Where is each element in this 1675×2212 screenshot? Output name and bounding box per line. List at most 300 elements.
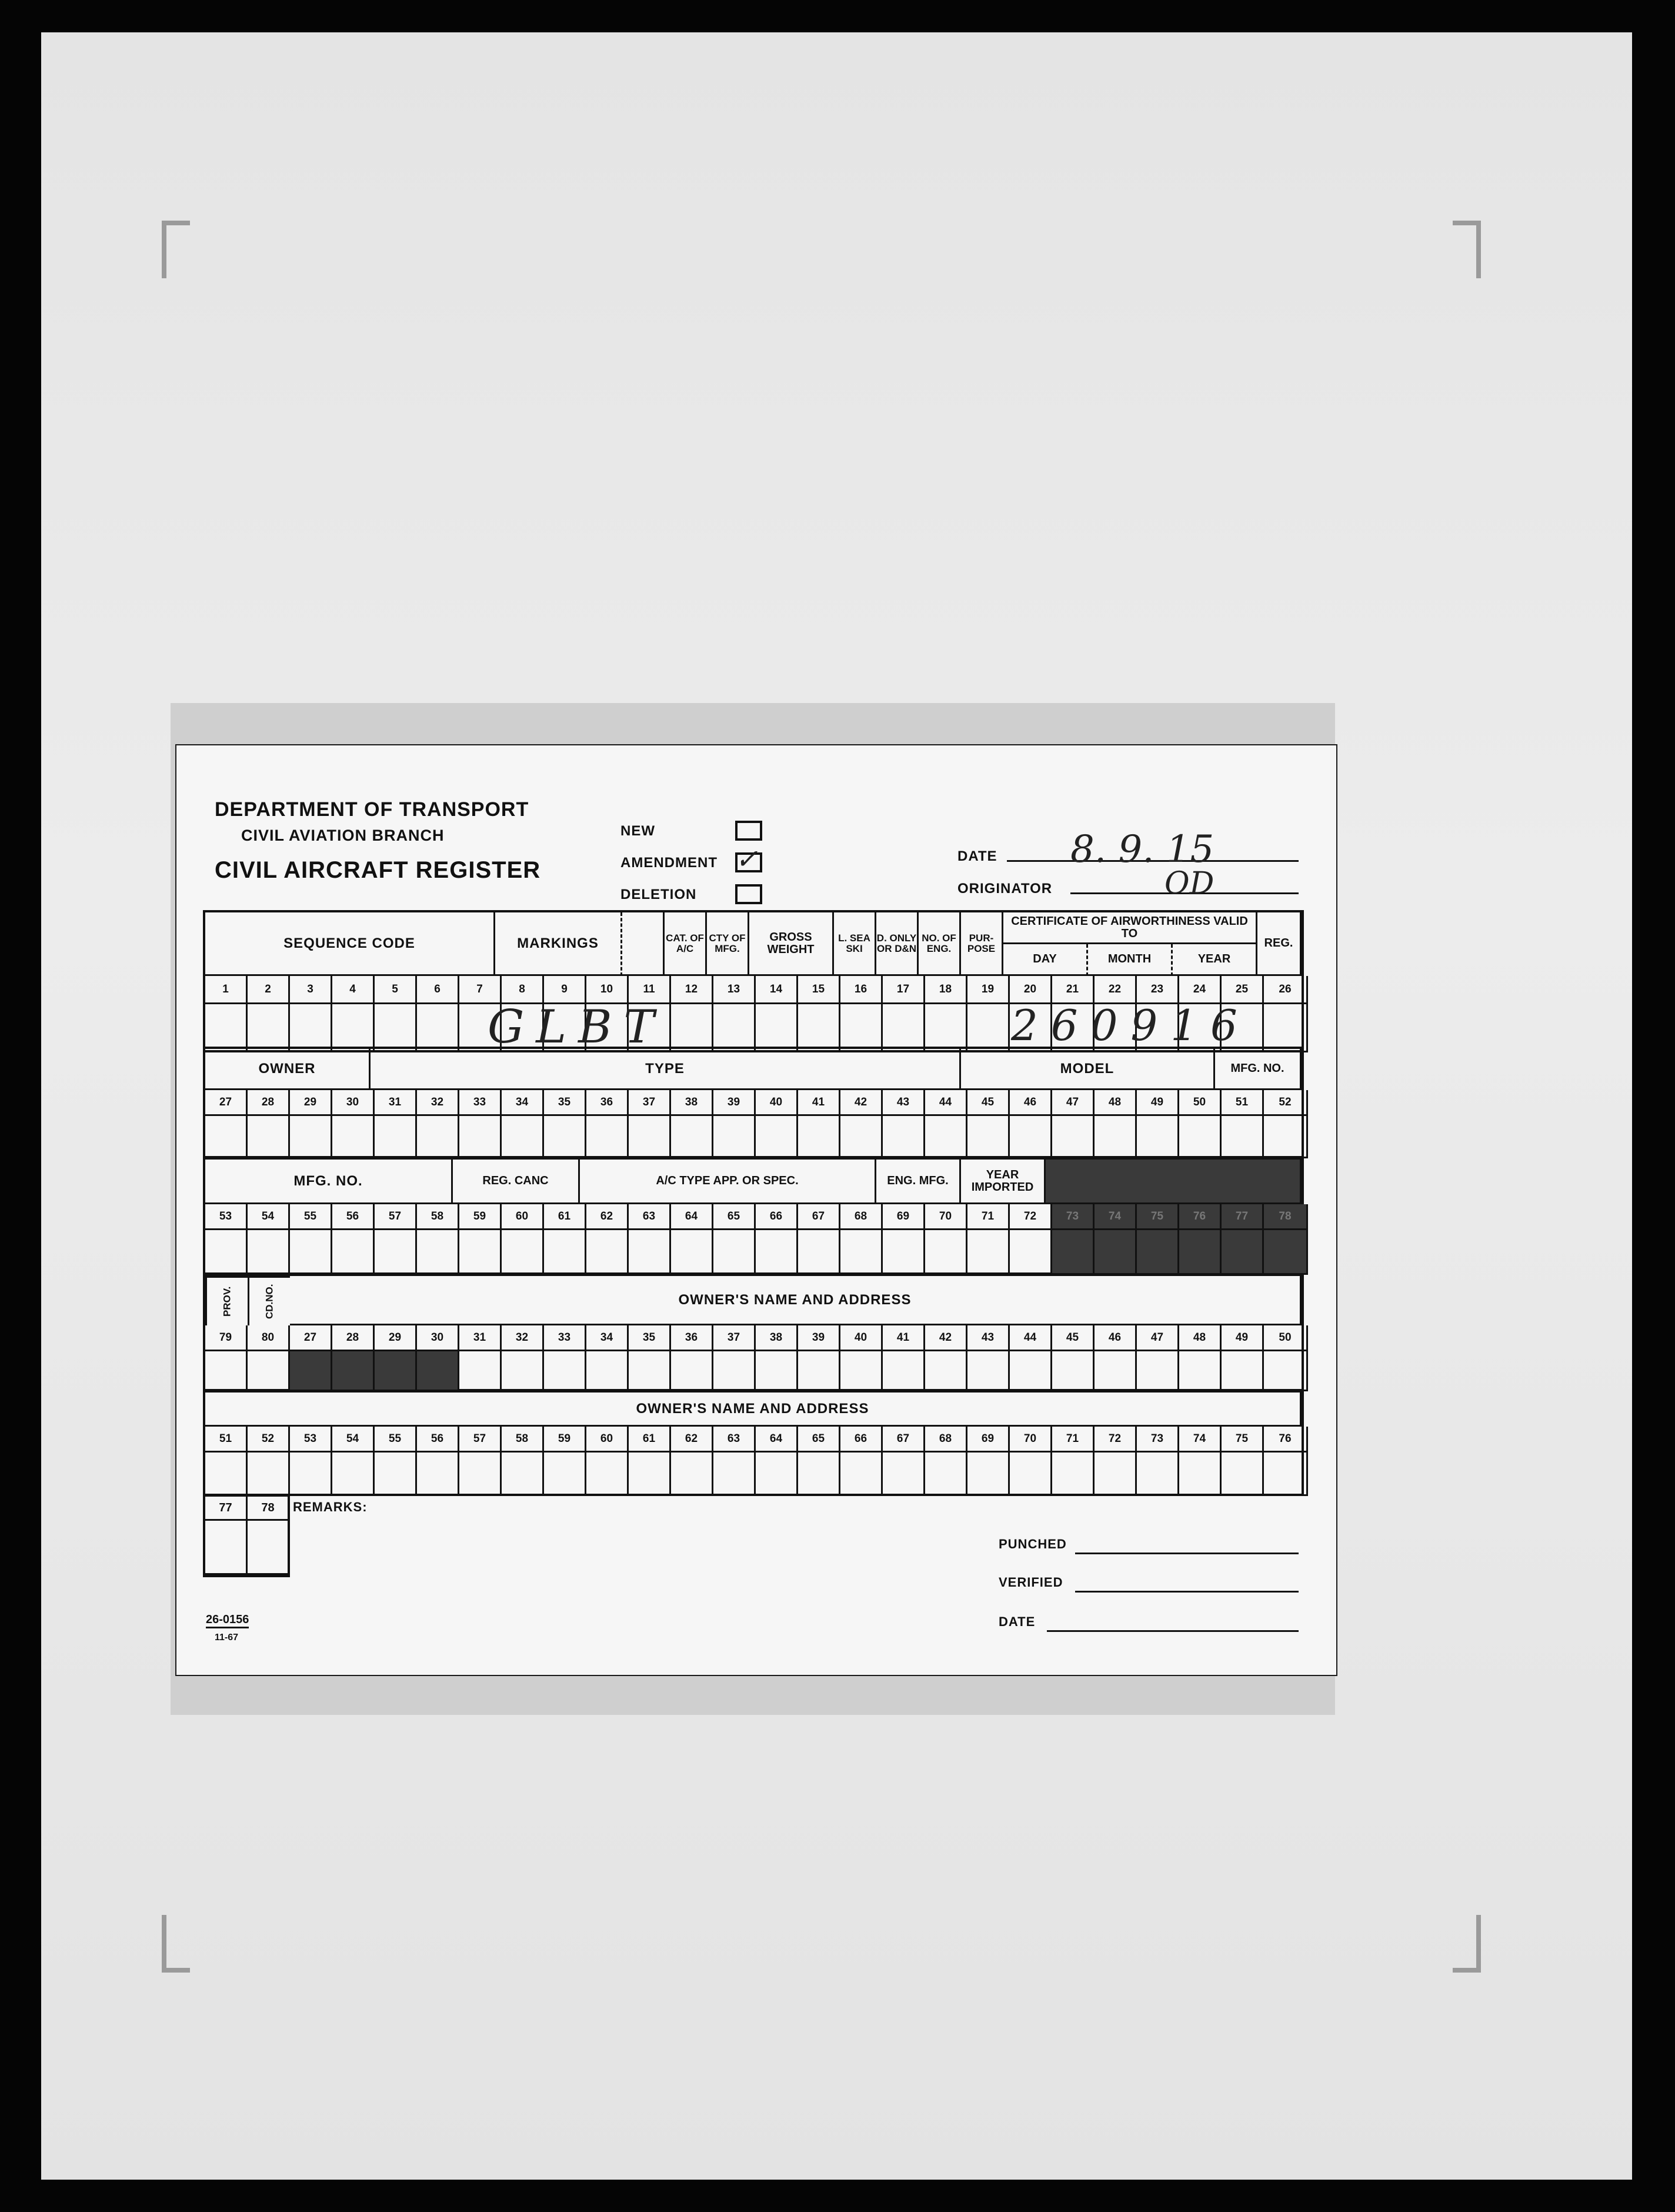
column-number: 7 [459, 976, 502, 1004]
column-number: 22 [1095, 976, 1137, 1004]
column-number: 49 [1137, 1090, 1179, 1116]
ac-type-header: A/C TYPE APP. OR SPEC. [580, 1160, 876, 1204]
form-date: 11-67 [215, 1633, 239, 1643]
entry-cell[interactable] [290, 1453, 332, 1496]
entry-cell[interactable] [417, 1230, 459, 1275]
entry-cell[interactable] [375, 1230, 417, 1275]
column-number: 58 [502, 1427, 544, 1453]
section-5-entry-row [205, 1453, 1302, 1496]
entry-cell[interactable] [459, 1351, 502, 1391]
entry-cell[interactable] [840, 1230, 883, 1275]
entry-cell[interactable] [756, 1116, 798, 1158]
mfg-no-header: MFG. NO. [1215, 1049, 1302, 1090]
entry-cell[interactable] [502, 1116, 544, 1158]
column-number: 21 [1052, 976, 1095, 1004]
entry-cell [1137, 1230, 1179, 1275]
entry-cell[interactable] [290, 1116, 332, 1158]
model-header: MODEL [961, 1049, 1215, 1090]
entry-cell[interactable] [840, 1004, 883, 1052]
entry-cell[interactable] [205, 1116, 248, 1158]
entry-cell[interactable] [586, 1230, 629, 1275]
entry-cell[interactable] [967, 1004, 1010, 1052]
entry-cell[interactable] [798, 1004, 840, 1052]
entry-cell[interactable] [756, 1004, 798, 1052]
entry-cell[interactable] [248, 1004, 290, 1052]
entry-cell[interactable] [1052, 1453, 1095, 1496]
column-number: 39 [798, 1325, 840, 1351]
entry-cell[interactable] [459, 1116, 502, 1158]
entry-cell[interactable] [544, 1351, 586, 1391]
owner-header: OWNER [205, 1049, 371, 1090]
department-title: DEPARTMENT OF TRANSPORT [215, 798, 529, 821]
entry-cell[interactable] [1095, 1116, 1137, 1158]
punched-line[interactable] [1075, 1553, 1299, 1554]
prov-header: PROV. [205, 1276, 248, 1325]
entry-cell[interactable] [459, 1453, 502, 1496]
column-number: 60 [586, 1427, 629, 1453]
section-1-numbers [205, 976, 1302, 1004]
crop-mark-top-right [1453, 221, 1481, 278]
entry-cell [332, 1351, 375, 1391]
entry-cell[interactable] [671, 1230, 713, 1275]
column-number: 44 [1010, 1325, 1052, 1351]
entry-cell[interactable] [671, 1351, 713, 1391]
column-number: 38 [756, 1325, 798, 1351]
column-number: 70 [925, 1204, 967, 1230]
year-imported-header: YEAR IMPORTED [961, 1160, 1046, 1204]
column-number: 70 [1010, 1427, 1052, 1453]
column-number: 26 [1264, 976, 1308, 1004]
column-number: 51 [205, 1427, 248, 1453]
entry-cell[interactable] [713, 1351, 756, 1391]
entry-cell[interactable] [1264, 1004, 1308, 1052]
entry-cell[interactable] [332, 1453, 375, 1496]
entry-cell[interactable] [1264, 1351, 1308, 1391]
entry-cell[interactable] [502, 1351, 544, 1391]
column-number: 58 [417, 1204, 459, 1230]
entry-cell[interactable] [798, 1230, 840, 1275]
entry-cell[interactable] [798, 1351, 840, 1391]
column-number: 75 [1137, 1204, 1179, 1230]
entry-cell[interactable] [883, 1116, 925, 1158]
column-number: 57 [375, 1204, 417, 1230]
entry-cell[interactable] [1095, 1453, 1137, 1496]
column-number: 78 [1264, 1204, 1308, 1230]
entry-cell[interactable] [1179, 1453, 1222, 1496]
entry-cell[interactable] [629, 1453, 671, 1496]
sea-header: L. SEA SKI [834, 912, 876, 976]
entry-cell [1222, 1230, 1264, 1275]
date-label: DATE [957, 848, 997, 864]
column-number: 50 [1264, 1325, 1308, 1351]
type-header: TYPE [371, 1049, 961, 1090]
column-number: 33 [544, 1325, 586, 1351]
entry-cell[interactable] [840, 1351, 883, 1391]
entry-cell [1179, 1230, 1222, 1275]
entry-cell[interactable] [290, 1004, 332, 1052]
column-number: 64 [756, 1427, 798, 1453]
entry-cell[interactable] [1137, 1453, 1179, 1496]
column-number: 12 [671, 976, 713, 1004]
section-2-numbers [205, 1090, 1302, 1116]
section-3-grid [203, 1157, 1304, 1275]
verified-line[interactable] [1075, 1591, 1299, 1593]
column-number: 46 [1095, 1325, 1137, 1351]
mfg-no-3-header: MFG. NO. [205, 1160, 453, 1204]
register-card [175, 744, 1337, 1676]
column-number: 15 [798, 976, 840, 1004]
entry-cell[interactable] [417, 1004, 459, 1052]
column-number: 50 [1179, 1090, 1222, 1116]
reg-header: REG. [1257, 912, 1302, 976]
column-number: 54 [332, 1427, 375, 1453]
entry-cell[interactable] [1052, 1116, 1095, 1158]
section-6-grid [203, 1495, 290, 1577]
entry-cell[interactable] [883, 1230, 925, 1275]
column-number: 36 [586, 1090, 629, 1116]
entry-cell[interactable] [1222, 1453, 1264, 1496]
entry-78[interactable] [248, 1521, 290, 1575]
column-number: 37 [713, 1325, 756, 1351]
entry-cell[interactable] [205, 1230, 248, 1275]
entry-cell[interactable] [290, 1230, 332, 1275]
entry-cell[interactable] [840, 1453, 883, 1496]
entry-cell[interactable] [1095, 1351, 1137, 1391]
entry-cell[interactable] [1010, 1230, 1052, 1275]
date-value[interactable]: 8. 9. 15 [1070, 828, 1214, 871]
section-3-entry-row [205, 1230, 1302, 1275]
column-number: 49 [1222, 1325, 1264, 1351]
column-number: 67 [798, 1204, 840, 1230]
entry-cell[interactable] [1137, 1116, 1179, 1158]
section-4-entry-row [205, 1351, 1302, 1391]
entry-cell[interactable] [925, 1453, 967, 1496]
column-number: 55 [375, 1427, 417, 1453]
column-number: 31 [459, 1325, 502, 1351]
entry-cell[interactable] [544, 1230, 586, 1275]
entry-cell[interactable] [840, 1116, 883, 1158]
entry-cell[interactable] [925, 1230, 967, 1275]
cert-header: CERTIFICATE OF AIRWORTHINESS VALID TO [1003, 912, 1257, 944]
entry-cell[interactable] [798, 1453, 840, 1496]
column-number: 67 [883, 1427, 925, 1453]
column-number: 41 [883, 1325, 925, 1351]
entry-cell[interactable] [671, 1116, 713, 1158]
column-number: 33 [459, 1090, 502, 1116]
entry-cell[interactable] [586, 1351, 629, 1391]
column-number: 76 [1179, 1204, 1222, 1230]
column-number: 40 [840, 1325, 883, 1351]
entry-cell[interactable] [629, 1351, 671, 1391]
column-number: 18 [925, 976, 967, 1004]
num-77: 77 [205, 1495, 248, 1521]
column-number: 73 [1137, 1427, 1179, 1453]
column-number: 65 [798, 1427, 840, 1453]
entry-cell[interactable] [1179, 1116, 1222, 1158]
entry-cell[interactable] [417, 1116, 459, 1158]
entry-cell [290, 1351, 332, 1391]
column-number: 54 [248, 1204, 290, 1230]
column-number: 4 [332, 976, 375, 1004]
column-number: 29 [375, 1325, 417, 1351]
owner-name-header-1: OWNER'S NAME AND ADDRESS [290, 1276, 1302, 1325]
cty-header: CTY OF MFG. [707, 912, 749, 976]
column-number: 68 [840, 1204, 883, 1230]
entry-cell[interactable] [967, 1351, 1010, 1391]
section-2-grid [203, 1047, 1304, 1158]
column-number: 14 [756, 976, 798, 1004]
column-number: 63 [713, 1427, 756, 1453]
column-number: 80 [248, 1325, 290, 1351]
entry-cell[interactable] [883, 1004, 925, 1052]
column-number: 2 [248, 976, 290, 1004]
register-title: CIVIL AIRCRAFT REGISTER [215, 857, 541, 883]
column-number: 43 [883, 1090, 925, 1116]
entry-cell[interactable] [713, 1230, 756, 1275]
column-number: 11 [629, 976, 671, 1004]
column-number: 41 [798, 1090, 840, 1116]
footer-date-label: DATE [999, 1614, 1036, 1629]
column-number: 10 [586, 976, 629, 1004]
entry-cell[interactable] [248, 1351, 290, 1391]
entry-cell [1052, 1230, 1095, 1275]
entry-cell[interactable] [248, 1453, 290, 1496]
entry-cell[interactable] [375, 1116, 417, 1158]
column-number: 34 [502, 1090, 544, 1116]
entry-cell[interactable] [205, 1453, 248, 1496]
entry-cell[interactable] [1264, 1116, 1308, 1158]
column-number: 30 [417, 1325, 459, 1351]
new-checkbox[interactable] [735, 821, 762, 841]
entry-cell[interactable] [1010, 1116, 1052, 1158]
column-number: 6 [417, 976, 459, 1004]
branch-title: CIVIL AVIATION BRANCH [241, 827, 445, 844]
markings-header: MARKINGS [495, 912, 622, 976]
column-number: 69 [883, 1204, 925, 1230]
entry-cell[interactable] [502, 1453, 544, 1496]
entry-cell[interactable] [671, 1453, 713, 1496]
column-number: 36 [671, 1325, 713, 1351]
entry-cell[interactable] [713, 1004, 756, 1052]
column-number: 45 [967, 1090, 1010, 1116]
column-number: 47 [1052, 1090, 1095, 1116]
column-number: 64 [671, 1204, 713, 1230]
entry-cell[interactable] [883, 1351, 925, 1391]
eng-mfg-header: ENG. MFG. [876, 1160, 961, 1204]
entry-cell[interactable] [883, 1453, 925, 1496]
entry-cell [1264, 1230, 1308, 1275]
entry-cell [375, 1351, 417, 1391]
column-number: 56 [332, 1204, 375, 1230]
column-number: 35 [629, 1325, 671, 1351]
d-only-header: D. ONLY OR D&N [876, 912, 919, 976]
column-number: 45 [1052, 1325, 1095, 1351]
column-number: 52 [248, 1427, 290, 1453]
cert-value[interactable]: 260916 [1011, 1001, 1250, 1050]
entry-cell[interactable] [1264, 1453, 1308, 1496]
entry-cell[interactable] [1137, 1351, 1179, 1391]
column-number: 35 [544, 1090, 586, 1116]
column-number: 27 [290, 1325, 332, 1351]
column-number: 53 [290, 1427, 332, 1453]
column-number: 32 [502, 1325, 544, 1351]
column-number: 40 [756, 1090, 798, 1116]
column-number: 39 [713, 1090, 756, 1116]
column-number: 46 [1010, 1090, 1052, 1116]
column-number: 61 [544, 1204, 586, 1230]
column-number: 16 [840, 976, 883, 1004]
column-number: 79 [205, 1325, 248, 1351]
column-number: 31 [375, 1090, 417, 1116]
blank-header [622, 912, 665, 976]
section-5-numbers [205, 1427, 1302, 1453]
crop-mark-bottom-right [1453, 1915, 1481, 1973]
entry-cell[interactable] [375, 1004, 417, 1052]
column-number: 60 [502, 1204, 544, 1230]
column-number: 25 [1222, 976, 1264, 1004]
entry-cell[interactable] [586, 1116, 629, 1158]
markings-value[interactable]: GLBT [488, 1001, 666, 1054]
entry-77[interactable] [205, 1521, 248, 1575]
entry-cell[interactable] [502, 1230, 544, 1275]
year-header: YEAR [1173, 944, 1257, 976]
entry-cell[interactable] [713, 1116, 756, 1158]
verified-label: VERIFIED [999, 1575, 1063, 1590]
column-number: 73 [1052, 1204, 1095, 1230]
form-number: 26-0156 [206, 1613, 249, 1628]
entry-cell[interactable] [629, 1230, 671, 1275]
entry-cell[interactable] [925, 1116, 967, 1158]
column-number: 61 [629, 1427, 671, 1453]
column-number: 19 [967, 976, 1010, 1004]
column-number: 71 [1052, 1427, 1095, 1453]
column-number: 32 [417, 1090, 459, 1116]
column-number: 71 [967, 1204, 1010, 1230]
entry-cell[interactable] [1179, 1351, 1222, 1391]
entry-cell[interactable] [756, 1230, 798, 1275]
column-number: 48 [1179, 1325, 1222, 1351]
column-number: 44 [925, 1090, 967, 1116]
entry-cell[interactable] [332, 1230, 375, 1275]
column-number: 3 [290, 976, 332, 1004]
month-header: MONTH [1088, 944, 1173, 976]
column-number: 75 [1222, 1427, 1264, 1453]
entry-cell[interactable] [756, 1453, 798, 1496]
column-number: 13 [713, 976, 756, 1004]
column-number: 48 [1095, 1090, 1137, 1116]
column-number: 24 [1179, 976, 1222, 1004]
column-number: 30 [332, 1090, 375, 1116]
column-number: 9 [544, 976, 586, 1004]
column-number: 52 [1264, 1090, 1308, 1116]
column-number: 59 [544, 1427, 586, 1453]
entry-cell[interactable] [1222, 1116, 1264, 1158]
entry-cell[interactable] [756, 1351, 798, 1391]
column-number: 47 [1137, 1325, 1179, 1351]
deletion-checkbox[interactable] [735, 884, 762, 904]
entry-cell[interactable] [967, 1116, 1010, 1158]
column-number: 55 [290, 1204, 332, 1230]
entry-cell[interactable] [967, 1453, 1010, 1496]
footer-date-line[interactable] [1047, 1630, 1299, 1632]
remarks-label: REMARKS: [293, 1500, 368, 1514]
day-header: DAY [1003, 944, 1088, 976]
entry-cell[interactable] [205, 1004, 248, 1052]
entry-cell[interactable] [417, 1453, 459, 1496]
originator-value[interactable]: OD [1165, 866, 1214, 901]
column-number: 37 [629, 1090, 671, 1116]
entry-cell[interactable] [586, 1453, 629, 1496]
section-1-grid [203, 910, 1304, 1052]
reg-canc-header: REG. CANC [453, 1160, 580, 1204]
entry-cell[interactable] [629, 1116, 671, 1158]
num-78: 78 [248, 1495, 290, 1521]
column-number: 74 [1095, 1204, 1137, 1230]
shaded-header-block [1046, 1160, 1302, 1204]
entry-cell[interactable] [544, 1116, 586, 1158]
entry-cell [1095, 1230, 1137, 1275]
entry-cell[interactable] [925, 1004, 967, 1052]
crop-mark-top-left [162, 221, 190, 278]
entry-cell[interactable] [1052, 1351, 1095, 1391]
no-eng-header: NO. OF ENG. [919, 912, 961, 976]
column-number: 43 [967, 1325, 1010, 1351]
crop-mark-bottom-left [162, 1915, 190, 1973]
entry-cell[interactable] [1222, 1351, 1264, 1391]
cd-no-header: CD.NO. [248, 1276, 290, 1325]
column-number: 8 [502, 976, 544, 1004]
column-number: 51 [1222, 1090, 1264, 1116]
column-number: 66 [840, 1427, 883, 1453]
amendment-checkmark: ✓ [735, 843, 758, 875]
entry-cell [417, 1351, 459, 1391]
gross-weight-header: GROSS WEIGHT [749, 912, 834, 976]
section-3-numbers [205, 1204, 1302, 1230]
entry-cell[interactable] [798, 1116, 840, 1158]
section-5-grid [203, 1390, 1304, 1496]
column-number: 28 [248, 1090, 290, 1116]
column-number: 62 [586, 1204, 629, 1230]
entry-cell[interactable] [544, 1453, 586, 1496]
column-number: 42 [925, 1325, 967, 1351]
owner-name-header-2: OWNER'S NAME AND ADDRESS [205, 1393, 1302, 1427]
column-number: 1 [205, 976, 248, 1004]
column-number: 38 [671, 1090, 713, 1116]
column-number: 62 [671, 1427, 713, 1453]
entry-cell[interactable] [205, 1351, 248, 1391]
entry-cell[interactable] [1010, 1453, 1052, 1496]
entry-cell[interactable] [671, 1004, 713, 1052]
sequence-code-header: SEQUENCE CODE [205, 912, 495, 976]
entry-cell[interactable] [375, 1453, 417, 1496]
new-label: NEW [620, 823, 655, 839]
entry-cell[interactable] [459, 1230, 502, 1275]
column-number: 68 [925, 1427, 967, 1453]
entry-cell[interactable] [713, 1453, 756, 1496]
entry-cell[interactable] [332, 1004, 375, 1052]
entry-cell[interactable] [967, 1230, 1010, 1275]
entry-cell[interactable] [925, 1351, 967, 1391]
entry-cell[interactable] [248, 1230, 290, 1275]
entry-cell[interactable] [332, 1116, 375, 1158]
column-number: 34 [586, 1325, 629, 1351]
purpose-header: PUR- POSE [961, 912, 1003, 976]
column-number: 42 [840, 1090, 883, 1116]
entry-cell[interactable] [1010, 1351, 1052, 1391]
entry-cell[interactable] [248, 1116, 290, 1158]
column-number: 63 [629, 1204, 671, 1230]
column-number: 53 [205, 1204, 248, 1230]
